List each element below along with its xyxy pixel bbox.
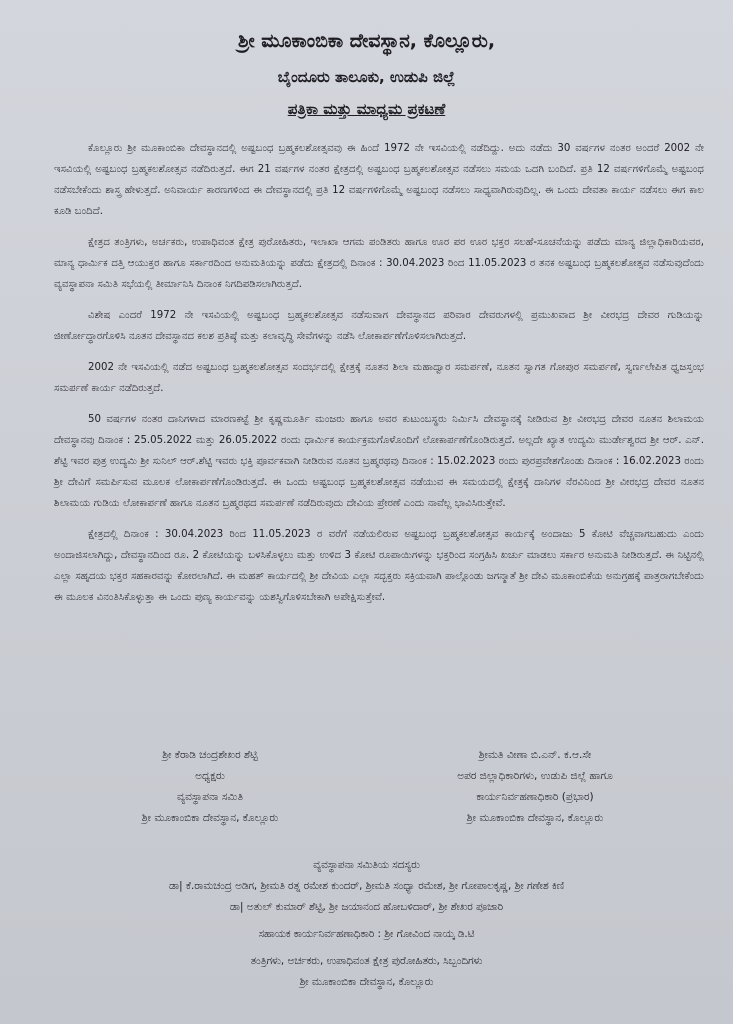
press-heading-text: ಪತ್ರಿಕಾ ಮತ್ತು ಮಾಧ್ಯಮ ಪ್ರಕಟಣೆ	[287, 100, 446, 118]
signatory-officer	[400, 745, 670, 829]
body-text	[54, 138, 704, 618]
president-name: ಶ್ರೀ ಕೆರಾಡಿ ಚಂದ್ರಶೇಖರ ಶೆಟ್ಟಿ	[162, 749, 258, 761]
temple-title: ಶ್ರೀ ಮೂಕಾಂಬಿಕಾ ದೇವಸ್ಥಾನ, ಕೊಲ್ಲೂರು,	[237, 30, 496, 52]
officer-name: ಶ್ರೀಮತಿ ವೀಣಾ ಬಿ.ಎನ್. ಕ.ಆ.ಸೇ	[478, 749, 592, 761]
paragraph-1: ಕೊಲ್ಲೂರು ಶ್ರೀ ಮೂಕಾಂಬಿಕಾ ದೇವಸ್ಥಾನದಲ್ಲಿ ಅಷ್ಟಬಂಧ ಬ್ರಹ್ಮಕಲಶೋತ್ಸವವು ಈ ಹಿಂದೆ 1972 ನೇ ಇಸವಿಯಲ್ಲಿ ನಡೆದಿದ್ದು. ಅದು ನಡೆದು 30 ವರ್ಷಗಳ ನಂತರ ಅಂದರೆ 2002 ನೇ ಇಸವಿಯಲ್ಲಿ ಅಷ್ಟಬಂಧ ಬ್ರಹ್ಮಕಲಶೋತ್ಸವ ನಡೆದಿರುತ್ತದೆ. ಈಗ 21 ವರ್ಷಗಳ ನಂತರ ಕ್ಷೇತ್ರದಲ್ಲಿ ಅಷ್ಟಬಂಧ ಬ್ರಹ್ಮಕಲಶೋತ್ಸವ ನಡೆಸಲು ಸಮಯ ಒದಗಿ ಬಂದಿದೆ. ಪ್ರತಿ 12 ವರ್ಷಗಳಿಗೊಮ್ಮೆ ಅಷ್ಟಬಂಧ ನಡೆಸಬೇಕೆಂದು ಶಾಸ್ತ್ರ ಹೇಳುತ್ತದೆ. ಅನಿವಾರ್ಯ ಕಾರಣಗಳಿಂದ ಈ ದೇವಸ್ಥಾನದಲ್ಲಿ ಪ್ರತಿ 12 ವರ್ಷಗಳಿಗೊಮ್ಮೆ ಅಷ್ಟಬಂಧ ನಡೆಸಲು ಸಾಧ್ಯವಾಗಿರುವುದಿಲ್ಲ. ಈ ಒಂದು ದೇವತಾ ಕಾರ್ಯ ನಡೆಸಲು ಈಗ ಕಾಲ ಕೂಡಿ ಬಂದಿದೆ.	[54, 143, 704, 217]
signatory-president	[110, 745, 310, 829]
paragraph-4: 2002 ನೇ ಇಸವಿಯಲ್ಲಿ ನಡೆದ ಅಷ್ಟಬಂಧ ಬ್ರಹ್ಮಕಲಶೋತ್ಸವ ಸಂದರ್ಭದಲ್ಲಿ ಕ್ಷೇತ್ರಕ್ಕೆ ನೂತನ ಶಿಲಾ ಮಹಾದ್ವಾರ ಸಮರ್ಪಣೆ, ನೂತನ ಸ್ವಾಗತ ಗೋಪುರ ಸಮರ್ಪಣೆ, ಸ್ವರ್ಣಲೇಪಿತ ಧ್ವಜಸ್ತಂಭ ಸಮರ್ಪಣೆ ಕಾರ್ಯ ನಡೆದಿರುತ್ತದೆ.	[54, 362, 704, 394]
paragraph-2: ಕ್ಷೇತ್ರದ ತಂತ್ರಿಗಳು, ಅರ್ಚಕರು, ಉಪಾಧಿವಂತ ಕ್ಷೇತ್ರ ಪುರೋಹಿತರು, ಇಲಾಖಾ ಆಗಮ ಪಂಡಿತರು ಹಾಗೂ ಊರ ಪರ ಊರ ಭಕ್ತರ ಸಲಹೆ-ಸೂಚನೆಯನ್ನು ಪಡೆದು ಮಾನ್ಯ ಜಿಲ್ಲಾಧಿಕಾರಿಯವರ, ಮಾನ್ಯ ಧಾರ್ಮಿಕ ದತ್ತಿ ಆಯುಕ್ತರ ಹಾಗೂ ಸರ್ಕಾರದಿಂದ ಅನುಮತಿಯನ್ನು ಪಡೆದು ಕ್ಷೇತ್ರದಲ್ಲಿ ದಿನಾಂಕ : 30.04.2023 ರಿಂದ 11.05.2023 ರ ತನಕ ಅಷ್ಟಬಂಧ ಬ್ರಹ್ಮಕಲಶೋತ್ಸವ ನಡೆಸುವುದೆಂದು ವ್ಯವಸ್ಥಾಪನಾ ಸಮಿತಿ ಸಭೆಯಲ್ಲಿ ತೀರ್ಮಾನಿಸಿ ದಿನಾಂಕ ನಿಗದಿಪಡಿಸಲಾಗಿರುತ್ತದೆ.	[54, 237, 704, 290]
members-line-1: ಡಾ| ಕೆ.ರಾಮಚಂದ್ರ ಅಡಿಗ, ಶ್ರೀಮತಿ ರತ್ನ ರಮೇಶ ಕುಂದರ್, ಶ್ರೀಮತಿ ಸಂಧ್ಯಾ ರಮೇಶ, ಶ್ರೀ ಗೋಪಾಲಕೃಷ್ಣ, ಶ್ರೀ ಗಣೇಶ ಕಿಣಿ	[168, 880, 564, 892]
paragraph-5: 50 ವರ್ಷಗಳ ನಂತರ ದಾನಿಗಳಾದ ಮಾರಣಕಟ್ಟೆ ಶ್ರೀ ಕೃಷ್ಣಮೂರ್ತಿ ಮಂಜರು ಹಾಗೂ ಅವರ ಕುಟುಂಬಸ್ಥರು ನಿರ್ಮಿಸಿ ದೇವಸ್ಥಾನಕ್ಕೆ ನೀಡಿರುವ ಶ್ರೀ ವೀರಭದ್ರ ದೇವರ ನೂತನ ಶಿಲಾಮಯ ದೇವಸ್ಥಾನವು ದಿನಾಂಕ : 25.05.2022 ಮತ್ತು 26.05.2022 ರಂದು ಧಾರ್ಮಿಕ ಕಾರ್ಯಕ್ರಮಗೊಳೊಂದಿಗೆ ಲೋಕಾರ್ಪಣೆಗೊಂಡಿರುತ್ತದೆ. ಅಲ್ಲದೇ ಖ್ಯಾತ ಉದ್ಯಮಿ ಮುರ್ಡೇಶ್ವರದ ಶ್ರೀ ಆರ್. ಎನ್. ಶೆಟ್ಟಿ ಇವರ ಪುತ್ರ ಉದ್ಯಮಿ ಶ್ರೀ ಸುನಿಲ್ ಆರ್.ಶೆಟ್ಟಿ ಇವರು ಭಕ್ತಿ ಪೂರ್ವಕವಾಗಿ ನೀಡಿರುವ ನೂತನ ಬ್ರಹ್ಮರಥವು ದಿನಾಂಕ : 15.02.2023 ರಂದು ಪುರಪ್ರವೇಶಗೊಂಡು ದಿನಾಂಕ : 16.02.2023 ರಂದು ಶ್ರೀ ದೇವಿಗೆ ಸಮರ್ಪಿಸುವ ಮೂಲಕ ಲೋಕಾರ್ಪಣೆಗೊಂಡಿರುತ್ತದೆ. ಈ ಒಂದು ಅಷ್ಟಬಂಧ ಬ್ರಹ್ಮಕಲಶೋತ್ಸವ ನಡೆಯುವ ಈ ಸಮಯದಲ್ಲಿ ಕ್ಷೇತ್ರಕ್ಕೆ ದಾನಿಗಳ ನೆರವಿನಿಂದ ಶ್ರೀ ವೀರಭದ್ರ ದೇವರ ನೂತನ ಶಿಲಾಮಯ ಗುಡಿಯ ಲೋಕಾರ್ಪಣೆ ಹಾಗೂ ನೂತನ ಬ್ರಹ್ಮರಥದ ಸಮರ್ಪಣೆ ನಡೆದಿರುವುದು ದೇವಿಯ ಪ್ರೇರಣೆ ಎಂದು ನಾವೆಲ್ಲ ಭಾವಿಸಿರುತ್ತೇವೆ.	[54, 414, 704, 509]
officer-temple: ಶ್ರೀ ಮೂಕಾಂಬಿಕಾ ದೇವಸ್ಥಾನ, ಕೊಲ್ಲೂರು	[466, 812, 604, 824]
temple-line: ಶ್ರೀ ಮೂಕಾಂಬಿಕಾ ದೇವಸ್ಥಾನ, ಕೊಲ್ಲೂರು	[299, 976, 434, 988]
president-committee: ವ್ಯವಸ್ಥಾಪನಾ ಸಮಿತಿ	[176, 791, 244, 803]
location-subtitle: ಬೈಂದೂರು ತಾಲೂಕು, ಉಡುಪಿ ಜಿಲ್ಲೆ	[277, 68, 456, 86]
press-heading	[0, 100, 733, 118]
president-temple: ಶ್ರೀ ಮೂಕಾಂಬಿಕಾ ದೇವಸ್ಥಾನ, ಕೊಲ್ಲೂರು	[141, 812, 279, 824]
officer-role: ಕಾರ್ಯನಿರ್ವಹಣಾಧಿಕಾರಿ (ಪ್ರಭಾರ)	[476, 791, 594, 803]
paragraph-3: ವಿಶೇಷ ಎಂದರೆ 1972 ನೇ ಇಸವಿಯಲ್ಲಿ ಅಷ್ಟಬಂಧ ಬ್ರಹ್ಮಕಲಶೋತ್ಸವ ನಡೆಸುವಾಗ ದೇವಸ್ಥಾನದ ಪರಿವಾರ ದೇವರುಗಳಲ್ಲಿ ಪ್ರಮುಖವಾದ ಶ್ರೀ ವೀರಭದ್ರ ದೇವರ ಗುಡಿಯನ್ನು ಜೀರ್ಣೋದ್ಧಾರಗೊಳಿಸಿ ನೂತನ ದೇವಸ್ಥಾನದ ಕಲಶ ಪ್ರತಿಷ್ಠೆ ಮತ್ತು ಕಲಾವೃದ್ಧಿ ಸೇವೆಗಳನ್ನು ನಡೆಸಿ ಲೋಕಾರ್ಪಣೆಗೊಳಿಸಲಾಗಿರುತ್ತದೆ.	[54, 310, 704, 342]
staff-line: ತಂತ್ರಿಗಳು, ಅರ್ಚಕರು, ಉಪಾಧಿವಂತ ಕ್ಷೇತ್ರ ಪುರೋಹಿತರು, ಸಿಬ್ಬಂದಿಗಳು	[250, 955, 483, 967]
committee-members	[60, 855, 673, 993]
officer-title: ಅಪರ ಜಿಲ್ಲಾಧಿಕಾರಿಗಳು, ಉಡುಪಿ ಜಿಲ್ಲೆ ಹಾಗೂ	[457, 770, 613, 782]
members-heading: ವ್ಯವಸ್ಥಾಪನಾ ಸಮಿತಿಯ ಸದಸ್ಯರು	[313, 859, 420, 871]
paragraph-6: ಕ್ಷೇತ್ರದಲ್ಲಿ ದಿನಾಂಕ : 30.04.2023 ರಿಂದ 11.05.2023 ರ ವರೆಗೆ ನಡೆಯಲಿರುವ ಅಷ್ಟಬಂಧ ಬ್ರಹ್ಮಕಲಶೋತ್ಸವ ಕಾರ್ಯಕ್ಕೆ ಅಂದಾಜು 5 ಕೋಟಿ ವೆಚ್ಚವಾಗಬಹುದು ಎಂದು ಅಂದಾಜಿಸಲಾಗಿದ್ದು, ದೇವಸ್ಥಾನದಿಂದ ರೂ. 2 ಕೋಟಿಯನ್ನು ಬಳಸಿಕೊಳ್ಳಲು ಮತ್ತು ಉಳಿದ 3 ಕೋಟಿ ರೂಪಾಯಿಗಳನ್ನು ಭಕ್ತರಿಂದ ಸಂಗ್ರಹಿಸಿ ಖರ್ಚು ಮಾಡಲು ಸರ್ಕಾರ ಅನುಮತಿ ನೀಡಿರುತ್ತದೆ. ಈ ನಿಟ್ಟಿನಲ್ಲಿ ಎಲ್ಲಾ ಸಹೃದಯ ಭಕ್ತರ ಸಹಕಾರವನ್ನು ಕೋರಲಾಗಿದೆ. ಈ ಮಹತ್ ಕಾರ್ಯದಲ್ಲಿ ಶ್ರೀ ದೇವಿಯ ಎಲ್ಲಾ ಸದ್ಭಕ್ತರು ಸಕ್ರಿಯವಾಗಿ ಪಾಲ್ಗೊಂಡು ಜಗನ್ಮಾತೆ ಶ್ರೀ ದೇವಿ ಮೂಕಾಂಬಿಕೆಯ ಅನುಗ್ರಹಕ್ಕೆ ಪಾತ್ರರಾಗಬೇಕೆಂದು ಈ ಮೂಲಕ ವಿನಂತಿಸಿಕೊಳ್ಳುತ್ತಾ ಈ ಒಂದು ಪುಣ್ಯ ಕಾರ್ಯವನ್ನು ಯಶಸ್ವಿಗೊಳಿಸಬೇಕಾಗಿ ಅಪೇಕ್ಷಿಸುತ್ತೇವೆ.	[54, 529, 704, 603]
president-title: ಅಧ್ಯಕ್ಷರು	[195, 770, 225, 782]
members-line-2: ಡಾ| ಅತುಲ್ ಕುಮಾರ್ ಶೆಟ್ಟಿ, ಶ್ರೀ ಜಯಾನಂದ ಹೋಬಳಿದಾರ್, ಶ್ರೀ ಶೇಖರ ಪೂಜಾರಿ	[229, 901, 504, 913]
assistant-officer: ಸಹಾಯಕ ಕಾರ್ಯನಿರ್ವಹಣಾಧಿಕಾರಿ : ಶ್ರೀ ಗೋವಿಂದ ನಾಯ್ಕ ಡಿ.ಟಿ	[258, 928, 475, 940]
